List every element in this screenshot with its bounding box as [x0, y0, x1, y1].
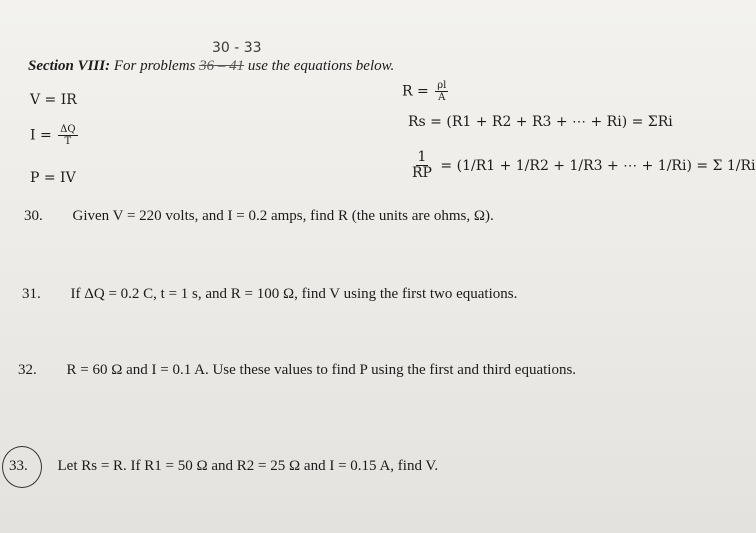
problem-31: 31. If ΔQ = 0.2 C, t = 1 s, and R = 100 Ω, find V using the first two equations. [22, 286, 518, 302]
current-fraction: $\frac{\Delta Q}{T}$ [60, 124, 76, 147]
series-equation: Rs = (R1 + R2 + R3 + ⋯ + Ri) = ΣRi [408, 114, 673, 130]
handwritten-range: 30 - 33 [212, 40, 262, 56]
problem-32: 32. R = 60 Ω and I = 0.1 A. Use these values to find P using the first and third equations. [18, 362, 577, 378]
section-suffix: use the equations below. [247, 58, 395, 74]
ohm-law: V = IR [30, 92, 77, 108]
section-heading [28, 58, 394, 75]
problem-30: 30. Given V = 220 volts, and I = 0.2 amps, find R (the units are ohms, Ω). [24, 208, 494, 224]
parallel-equation: $\frac{1}{RP}$ = (1/R1 + 1/R2 + 1/R3 + ⋯ + 1/Ri) = Σ 1/Ri [412, 149, 756, 182]
struck-range: 36 – 41 [199, 58, 245, 74]
section-label: Section VIII: [28, 58, 111, 74]
current-equation: I = $\frac{\Delta Q}{T}$ [30, 124, 76, 147]
resistivity-equation: R = $\frac{\rho l}{A}$ [402, 80, 447, 103]
problem-33: 33. Let Rs = R. If R1 = 50 Ω and R2 = 25 Ω and I = 0.15 A, find V. [9, 458, 439, 474]
power-equation: P = IV [30, 170, 76, 186]
section-prefix: For problems [113, 58, 196, 74]
